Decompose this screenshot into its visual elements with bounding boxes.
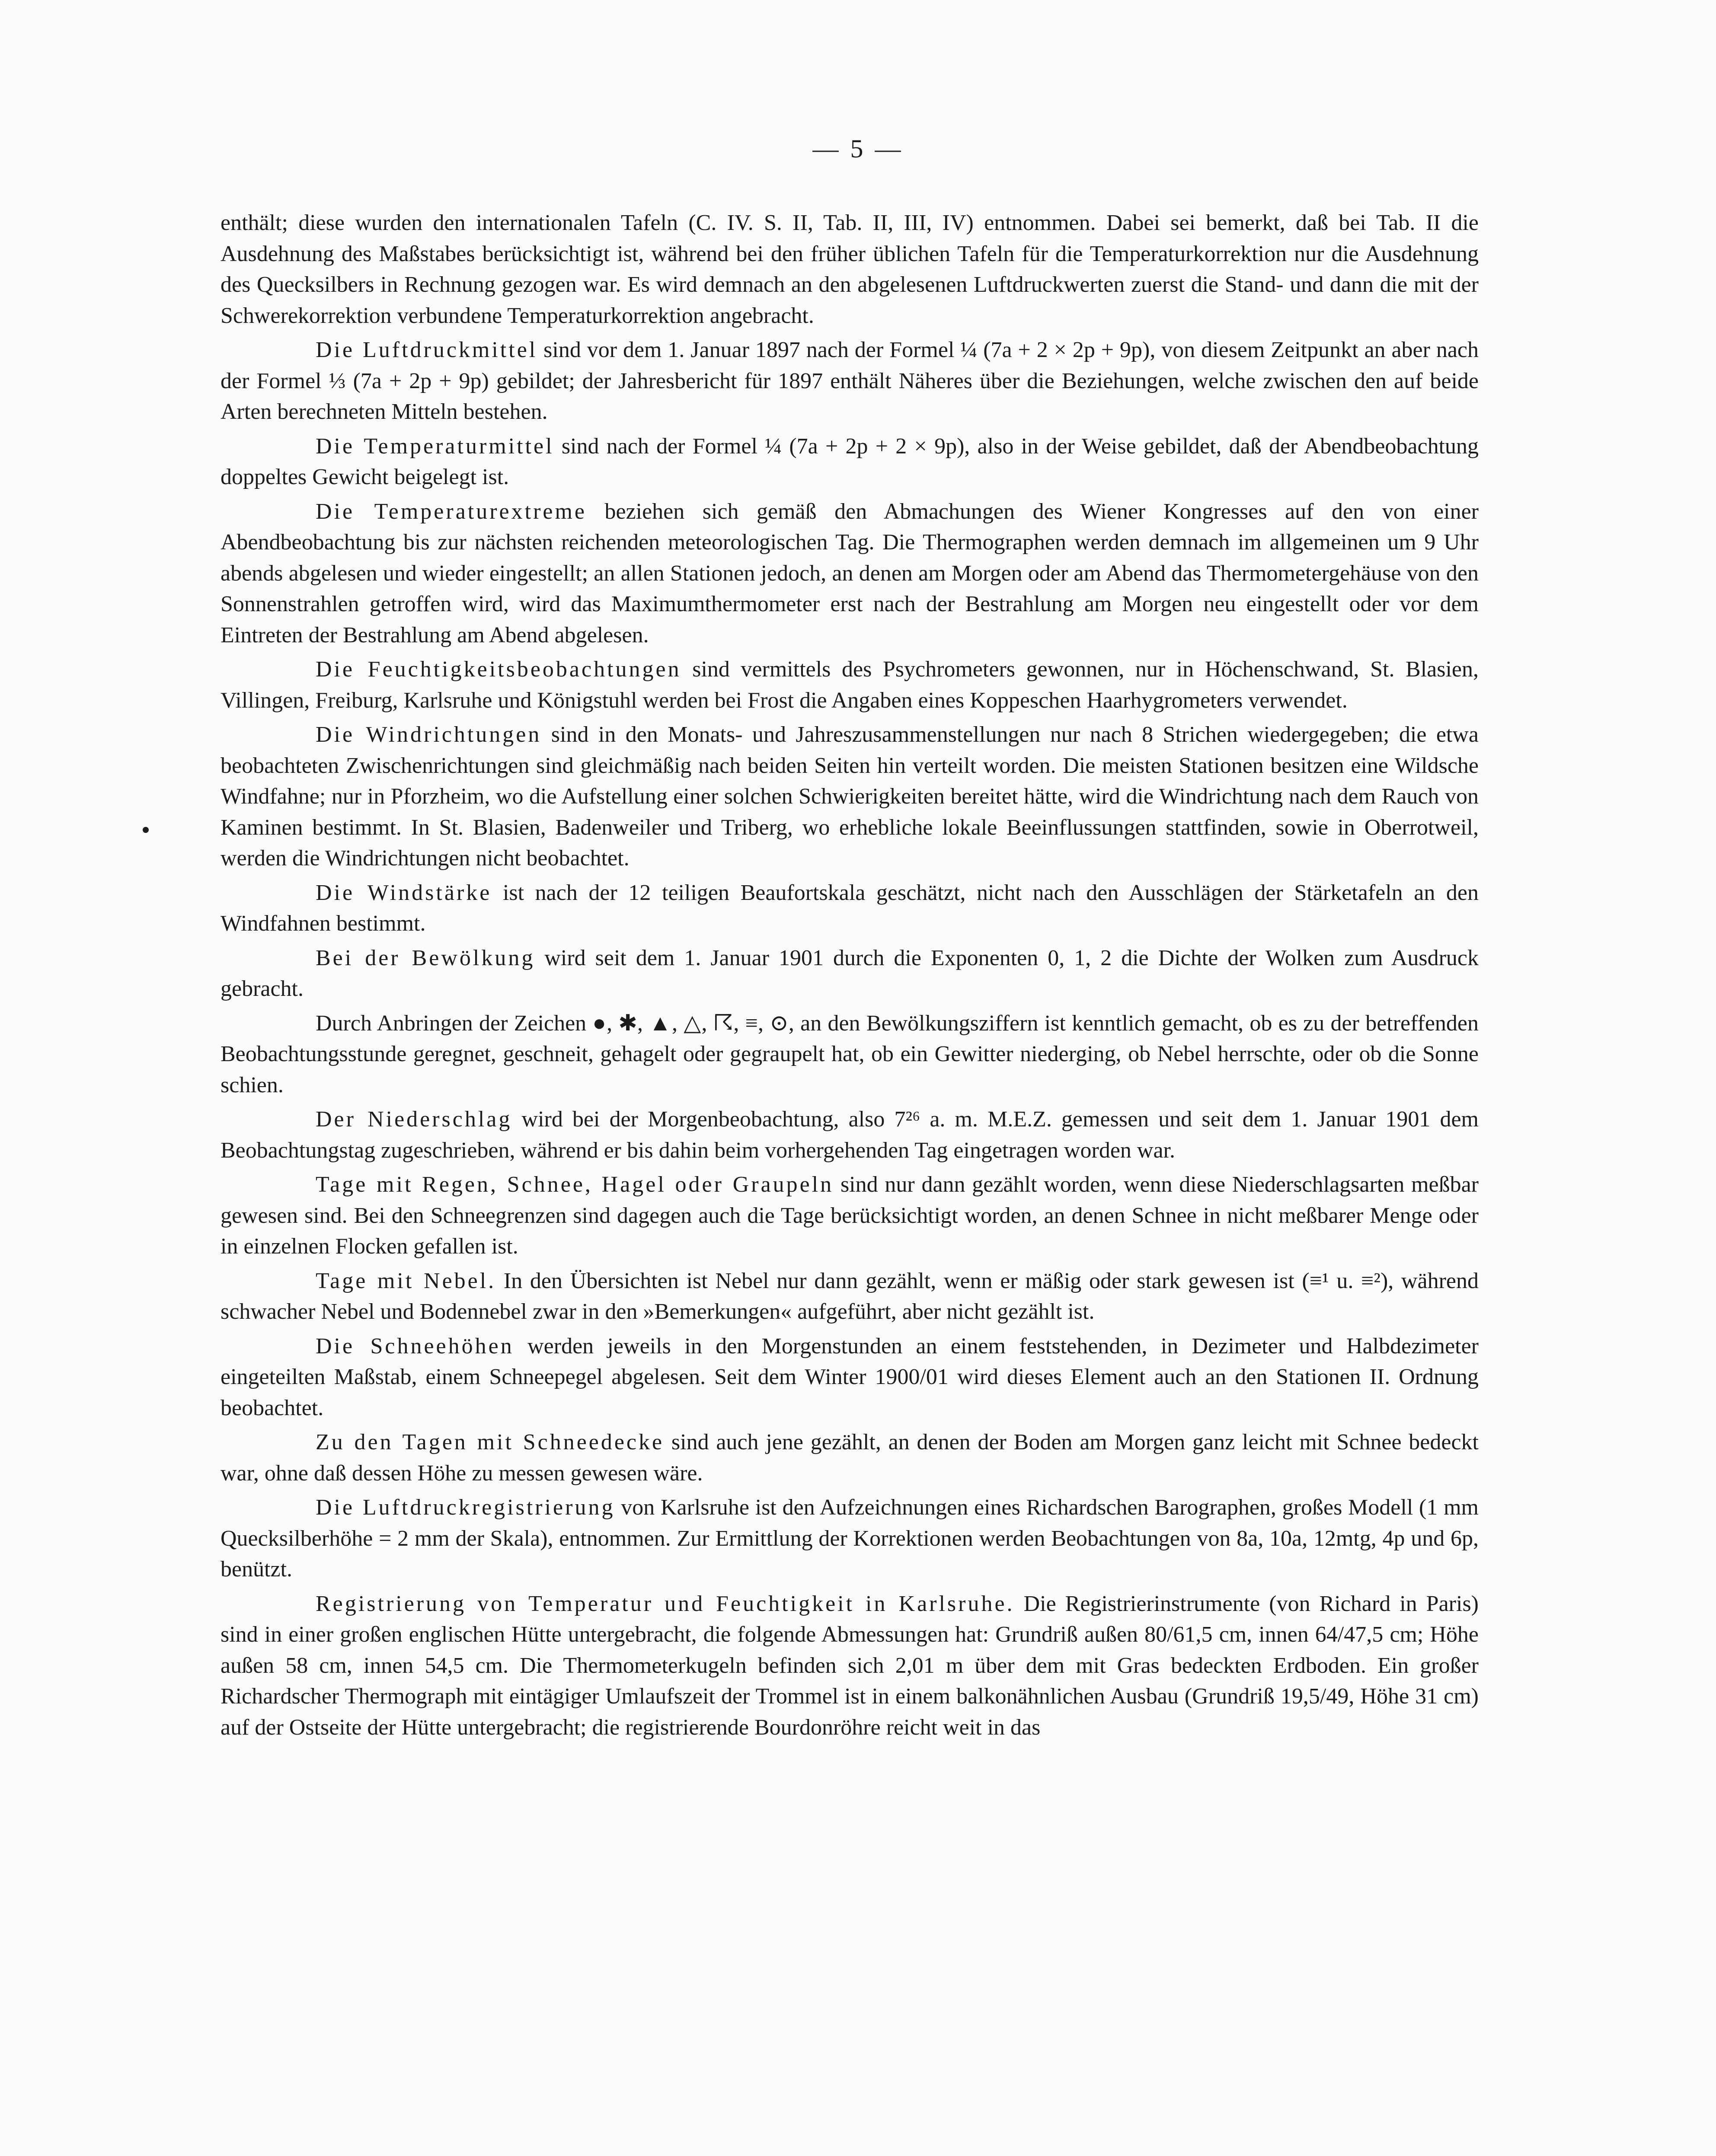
- paragraph-lead: Der Niederschlag: [316, 1107, 512, 1132]
- paragraph-text: beziehen sich gemäß den Abmachungen des Wiener Kongresses auf den von einer Abendbeobachtung bis zur nächsten reichenden meteorologischen Tag. Die Thermographen werden demnach im allgemeinen um 9 Uhr abends abgelesen und wieder eingestellt; an allen Stationen jedoch, an denen am Morgen oder am Abend das Thermometergehäuse von den Sonnenstrahlen getroffen wird, wird das Maximumthermometer erst nach der Bestrahlung am Morgen neu eingestellt oder vor dem Eintreten der Bestrahlung am Abend abgelesen.: [220, 499, 1479, 647]
- paragraph-lead: Zu den Tagen mit Schneedecke: [316, 1430, 665, 1454]
- page-number: — 5 —: [812, 134, 904, 163]
- paragraph-text: sind nur dann gezählt worden, wenn diese Niederschlagsarten meßbar gewesen sind. Bei den Schneegrenzen sind dagegen auch die Tage berücksichtigt worden, an denen Schnee in nicht meßbarer Menge oder in einzelnen Flocken gefallen ist.: [220, 1172, 1479, 1259]
- paragraph-lead: Bei der Bewölkung: [316, 945, 535, 970]
- paragraph-lead: Die Luftdruckregistrierung: [316, 1495, 615, 1520]
- paragraph: [220, 1104, 1479, 1166]
- paragraph-text: sind nach der Formel ¼ (7a + 2p + 2 × 9p), also in der Weise gebildet, daß der Abendbeobachtung doppeltes Gewicht beigelegt ist.: [220, 434, 1479, 489]
- margin-dot: [143, 827, 149, 833]
- paragraph: [220, 1169, 1479, 1262]
- paragraph-text: wird seit dem 1. Januar 1901 durch die Exponenten 0, 1, 2 die Dichte der Wolken zum Ausdruck gebracht.: [220, 945, 1479, 1001]
- paragraph-lead: Die Temperaturextreme: [316, 499, 587, 524]
- paragraph-lead: Die Feuchtigkeitsbeobachtungen: [316, 657, 681, 682]
- paragraph: [220, 719, 1479, 874]
- paragraph-lead: Die Windrichtungen: [316, 722, 542, 747]
- paragraph-text: In den Übersichten ist Nebel nur dann gezählt, wenn er mäßig oder stark gewesen ist (≡¹ u. ≡²), während schwacher Nebel und Bodennebel zwar in den »Bemerkungen« aufgeführt, aber nicht gezählt ist.: [220, 1268, 1479, 1324]
- paragraph: [220, 335, 1479, 427]
- paragraph-lead: Die Schneehöhen: [316, 1333, 514, 1359]
- paragraph-text: enthält; diese wurden den internationalen Tafeln (C. IV. S. II, Tab. II, III, IV) entnommen. Dabei sei bemerkt, daß bei Tab. II die Ausdehnung des Maßstabes berücksichtigt ist, während bei den früher üblichen Tafeln für die Temperaturkorrektion nur die Ausdehnung des Quecksilbers in Rechnung gezogen war. Es wird demnach an den abgelesenen Luftdruckwerten zuerst die Stand- und dann die mit der Schwerekorrektion verbundene Temperaturkorrektion angebracht.: [220, 210, 1479, 328]
- paragraph: [220, 1266, 1479, 1327]
- paragraph-text: ist nach der 12 teiligen Beaufortskala geschätzt, nicht nach den Ausschlägen der Stärketafeln an den Windfahnen bestimmt.: [220, 880, 1479, 936]
- body-text: [220, 207, 1479, 1746]
- paragraph-lead: Tage mit Nebel.: [316, 1268, 496, 1293]
- paragraph: [220, 496, 1479, 651]
- paragraph-text: von Karlsruhe ist den Aufzeichnungen eines Richardschen Barographen, großes Modell (1 mm Quecksilberhöhe = 2 mm der Skala), entnommen. Zur Ermittlung der Korrektionen werden Beobachtungen von 8a, 10a, 12mtg, 4p und 6p, benützt.: [220, 1495, 1479, 1582]
- paragraph-text: wird bei der Morgenbeobachtung, also 7²⁶ a. m. M.E.Z. gemessen und seit dem 1. Januar 1901 dem Beobachtungstag zugeschrieben, während er bis dahin beim vorhergehenden Tag eingetragen worden war.: [220, 1107, 1479, 1163]
- paragraph: [220, 1331, 1479, 1424]
- paragraph-text: Durch Anbringen der Zeichen ●, ✱, ▲, △, ☈, ≡, ⊙, an den Bewölkungsziffern ist kenntlich gemacht, ob es zu der betreffenden Beobachtungsstunde geregnet, geschneit, gehagelt oder gegraupelt hat, ob ein Gewitter niederging, ob Nebel herrschte, oder ob die Sonne schien.: [220, 1011, 1479, 1097]
- paragraph: [220, 1492, 1479, 1585]
- paragraph-lead: Tage mit Regen, Schnee, Hagel oder Graupeln: [316, 1172, 834, 1197]
- paragraph-lead: Die Luftdruckmittel: [316, 338, 538, 362]
- paragraph-text: sind in den Monats- und Jahreszusammenstellungen nur nach 8 Strichen wiedergegeben; die etwa beobachteten Zwischenrichtungen sind gleichmäßig nach beiden Seiten hin verteilt worden. Die meisten Stationen besitzen eine Wildsche Windfahne; nur in Pforzheim, wo die Aufstellung einer solchen Schwierigkeiten bereitet hätte, wird die Windrichtung nach dem Rauch von Kaminen bestimmt. In St. Blasien, Badenweiler und Triberg, wo erhebliche lokale Beeinflussungen stattfinden, sowie in Oberrotweil, werden die Windrichtungen nicht beobachtet.: [220, 722, 1479, 871]
- paragraph-text: sind vermittels des Psychrometers gewonnen, nur in Höchenschwand, St. Blasien, Villingen, Freiburg, Karlsruhe und Königstuhl werden bei Frost die Angaben eines Koppeschen Haarhygrometers verwendet.: [220, 657, 1479, 713]
- paragraph: [220, 1588, 1479, 1743]
- paragraph: [220, 877, 1479, 939]
- paragraph: [220, 431, 1479, 493]
- paragraph: [220, 943, 1479, 1005]
- paragraph-text: sind auch jene gezählt, an denen der Boden am Morgen ganz leicht mit Schnee bedeckt war, ohne daß dessen Höhe zu messen gewesen wäre.: [220, 1430, 1479, 1486]
- paragraph-lead: Registrierung von Temperatur und Feuchtigkeit in Karlsruhe.: [316, 1591, 1015, 1616]
- paragraph: [220, 654, 1479, 716]
- paragraph-lead: Die Temperaturmittel: [316, 434, 554, 459]
- paragraph-text: sind vor dem 1. Januar 1897 nach der Formel ¼ (7a + 2 × 2p + 9p), von diesem Zeitpunkt an aber nach der Formel ⅓ (7a + 2p + 9p) gebildet; der Jahresbericht für 1897 enthält Näheres über die Beziehungen, welche zwischen den auf beide Arten berechneten Mitteln bestehen.: [220, 338, 1479, 424]
- paragraph: [220, 1427, 1479, 1489]
- paragraph: [220, 207, 1479, 331]
- paragraph-text: werden jeweils in den Morgenstunden an einem feststehenden, in Dezimeter und Halbdezimeter eingeteilten Maßstab, einem Schneepegel abgelesen. Seit dem Winter 1900/01 wird dieses Element auch an den Stationen II. Ordnung beobachtet.: [220, 1333, 1479, 1420]
- paragraph-text: Die Registrierinstrumente (von Richard in Paris) sind in einer großen englischen Hütte untergebracht, die folgende Abmessungen hat: Grundriß außen 80/61,5 cm, innen 64/47,5 cm; Höhe außen 58 cm, innen 54,5 cm. Die Thermometerkugeln befinden sich 2,01 m über dem mit Gras bedeckten Erdboden. Ein großer Richardscher Thermograph mit eintägiger Umlaufszeit der Trommel ist in einem balkonähnlichen Ausbau (Grundriß 19,5/49, Höhe 31 cm) auf der Ostseite der Hütte untergebracht; die registrierende Bourdonröhre reicht weit in das: [220, 1591, 1479, 1740]
- paragraph-lead: Die Windstärke: [316, 880, 492, 905]
- paragraph: [220, 1008, 1479, 1101]
